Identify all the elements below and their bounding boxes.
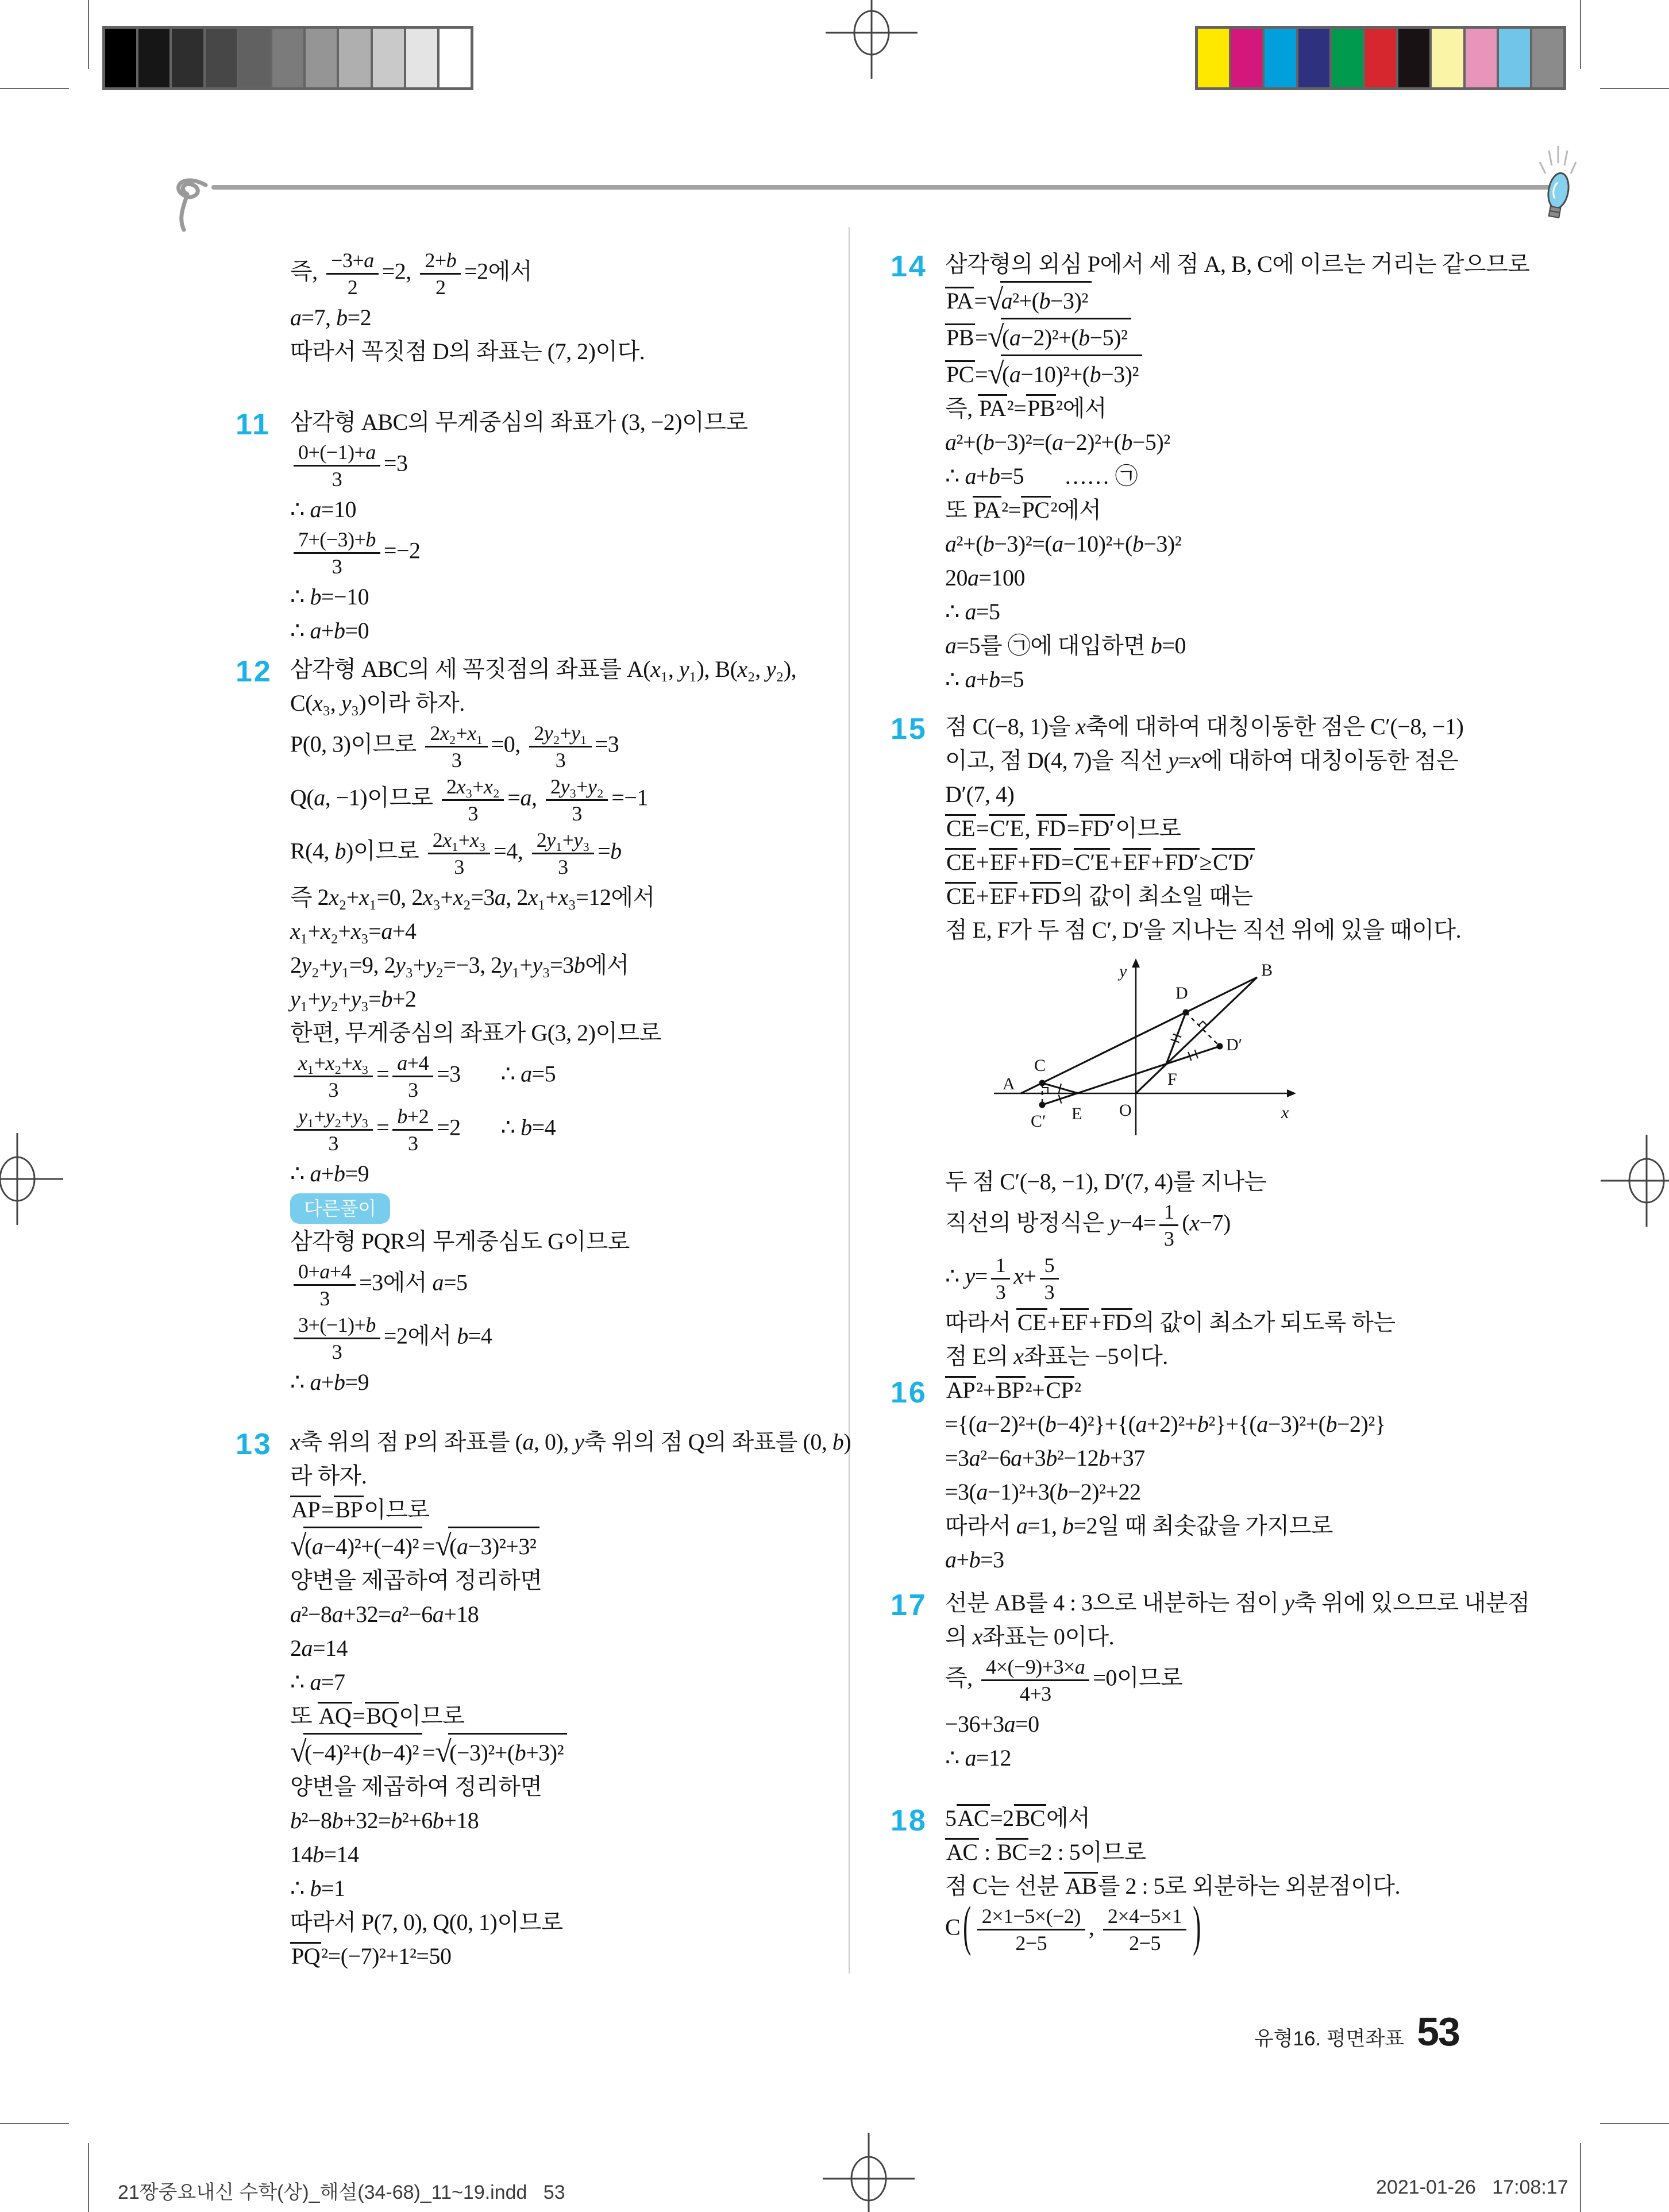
problem-number: 14	[891, 250, 927, 283]
solution-line: a+b=3	[945, 1547, 1004, 1573]
problem-block-14	[891, 247, 1530, 696]
solution-line: x축 위의 점 P의 좌표를 (a, 0), y축 위의 점 Q의 좌표를 (0, b)	[290, 1429, 851, 1455]
segment-overline: CP	[1046, 1377, 1074, 1403]
calibration-swatch	[440, 29, 471, 87]
segment-overline: AP	[291, 1497, 321, 1523]
solution-line: 점 C는 선분 AB를 2 : 5로 외분하는 외분점이다.	[945, 1873, 1400, 1899]
header-rule	[211, 185, 1550, 190]
problem-block-18	[891, 1801, 1514, 1957]
fraction: $\frac{1}{3}$	[991, 1253, 1011, 1304]
origin-label: O	[1119, 1101, 1132, 1120]
registration-mark-icon	[826, 0, 918, 79]
crop-mark	[1580, 2143, 1581, 2212]
solution-line: 라 하자.	[290, 1463, 367, 1489]
problem-number: 15	[891, 712, 927, 746]
registration-mark-icon	[823, 2133, 915, 2212]
point-label-A: A	[1003, 1074, 1015, 1093]
solution-line: =3(a−1)²+3(b−2)²+22	[945, 1479, 1141, 1505]
segment-overline: PC	[946, 361, 974, 387]
segment-overline: EF	[1123, 849, 1150, 875]
square-root: √(a−10)²+(b−3)²	[988, 354, 1142, 391]
solution-line: D′(7, 4)	[945, 781, 1015, 807]
solution-line: 점 C(−8, 1)을 x축에 대하여 대칭이동한 점은 C′(−8, −1)	[945, 714, 1464, 739]
solution-line: 이고, 점 D(4, 7)을 직선 y=x에 대하여 대칭이동한 점은	[945, 747, 1459, 773]
solution-line: $\frac{0+(-1)+a}{3}$ =3	[290, 439, 859, 492]
solution-line: 직선의 방정식은 y−4= $\frac{1}{3}$ (x−7)	[945, 1200, 1231, 1250]
solution-line: PB=√(a−2)²+(b−5)²	[945, 318, 1514, 354]
coordinate-diagram	[971, 951, 1327, 1161]
solution-line: 선분 AB를 4 : 3으로 내분하는 점이 y축 위에 있으므로 내분점	[945, 1590, 1530, 1616]
solution-line: 점 E, F가 두 점 C′, D′을 지나는 직선 위에 있을 때이다.	[945, 917, 1462, 943]
solution-line: $\frac{0+a+4}{3}$ =3에서 a=5	[290, 1258, 859, 1312]
segment-overline: FD′	[1165, 849, 1198, 875]
problem-block-13	[236, 1425, 859, 1973]
fraction: $\frac{1}{3}$	[1159, 1200, 1179, 1251]
solution-line: P(0, 3)이므로 $\frac{\text{2x₂+x₁}}{3}$ =0, $\frac{\text{2y₂+y₁}}{3}$ =3	[290, 722, 619, 772]
segment-overline: CE	[946, 815, 976, 841]
segment-overline: AP	[946, 1377, 976, 1403]
problem-block-17	[891, 1586, 1530, 1775]
problem-number: 16	[891, 1376, 927, 1409]
fraction: $\frac{3+(-1)+b}{3}$	[294, 1313, 380, 1364]
crop-mark	[88, 2143, 89, 2212]
segment-overline: BQ	[366, 1703, 398, 1729]
solution-line: ∴ a=7	[290, 1669, 345, 1695]
point-label-D: D	[1175, 984, 1188, 1003]
square-root: √(a−3)²+3²	[435, 1527, 539, 1563]
footer-filename: 21짱중요내신 수학(상)_해설(34-68)_11~19.indd 53	[118, 2182, 565, 2203]
fraction: $\frac{b+2}{3}$	[392, 1104, 433, 1155]
segment-overline: CE	[946, 849, 976, 875]
registration-mark-icon	[0, 1133, 63, 1225]
problem-number: 17	[891, 1589, 927, 1622]
calibration-swatch	[1365, 29, 1396, 87]
segment-overline: BP	[996, 1377, 1024, 1403]
fraction: $\frac{\text{x₁+x₂+x₃}}{3}$	[294, 1051, 373, 1102]
solution-line: 삼각형 ABC의 무게중심의 좌표가 (3, −2)이므로	[290, 409, 748, 435]
calibration-swatch	[373, 29, 404, 87]
alt-solution-badge: 다른풀이	[290, 1193, 390, 1224]
calibration-swatch	[1231, 29, 1262, 87]
solution-line: a=7, b=2	[290, 305, 372, 330]
solution-line: ∴ a=5	[945, 599, 1000, 625]
segment-overline: AC	[946, 1839, 978, 1865]
segment-overline: BC	[997, 1839, 1027, 1865]
solution-line: ∴ a=10	[290, 496, 357, 522]
solution-line: 즉 2x₂+x₁=0, 2x₃+x₂=3a, 2x₁+x₃=12에서	[290, 884, 655, 910]
crop-mark	[1600, 2123, 1669, 2124]
calibration-swatch	[1398, 29, 1429, 87]
point-label-B: B	[1261, 961, 1273, 980]
fraction: $\frac{\text{2y₃+y₂}}{3}$	[546, 774, 608, 826]
y-axis-label: y	[1119, 962, 1127, 981]
solution-line: CE=C′E, FD=FD′이므로	[946, 815, 1181, 841]
lightbulb-icon	[1522, 138, 1591, 224]
solution-line: a²+(b−3)²=(a−10)²+(b−3)²	[945, 531, 1182, 557]
segment-overline: C′E	[1075, 849, 1109, 875]
crop-mark	[1600, 88, 1669, 89]
solution-line: a=5를 ㉠에 대입하면 b=0	[945, 633, 1186, 658]
segment-overline: PC	[1022, 497, 1050, 523]
solution-line: PA=√a²+(b−3)²	[945, 281, 1514, 318]
calibration-swatch	[239, 29, 270, 87]
right-angle-mark	[1042, 1088, 1048, 1093]
calibration-swatch	[1432, 29, 1463, 87]
segment-overline: PA	[979, 395, 1006, 421]
solution-line: C ( $\frac{2\times 1-5\times(-2)}{2-5}$ , $\frac{2\times 4-5\times 1}{2-5}$ )	[945, 1897, 1201, 1957]
solution-line: −36+3a=0	[945, 1711, 1039, 1737]
x-axis-label: x	[1281, 1103, 1289, 1122]
diagram-lines	[1021, 977, 1257, 1105]
segment-overline: AQ	[318, 1703, 352, 1729]
page-footer-tab	[1184, 2009, 1459, 2055]
calibration-swatch	[306, 29, 337, 87]
calibration-swatch	[172, 29, 203, 87]
calibration-swatch	[1332, 29, 1363, 87]
solution-line: 즉, $\frac{4\times(-9)+3\times a}{4+3}$ =0이므로	[945, 1655, 1183, 1705]
page-number: 53	[1417, 2009, 1459, 2054]
solution-line: ∴ a+b=0	[290, 618, 369, 643]
calibration-swatch	[1532, 29, 1563, 87]
square-root: √a²+(b−3)²	[987, 281, 1092, 318]
solution-line: AP=BP이므로	[291, 1497, 430, 1523]
calibration-swatch	[105, 29, 136, 87]
section-label: 유형16. 평면좌표	[1254, 2028, 1405, 2050]
solution-line: ∴ a+b=5	[945, 666, 1024, 692]
segment-overline: C′D′	[1213, 849, 1254, 875]
segment-overline: AC	[957, 1805, 989, 1831]
solution-line: 따라서 꼭짓점 D의 좌표는 (7, 2)이다.	[290, 338, 645, 364]
calibration-swatch	[1198, 29, 1229, 87]
calibration-swatch	[339, 29, 370, 87]
crop-mark	[0, 88, 69, 89]
y-axis-arrow	[1132, 958, 1140, 968]
solution-line	[290, 1190, 859, 1224]
ribbon-curl-icon	[170, 162, 222, 237]
fraction: $\frac{2+b}{2}$	[420, 248, 461, 299]
crop-mark	[0, 2123, 69, 2124]
solution-line: 즉, $\frac{-3+a}{2}$ =2, $\frac{2+b}{2}$ =2에서	[290, 249, 532, 299]
segment-overline: FD	[1102, 1309, 1131, 1335]
point-label-D-prime: D′	[1226, 1035, 1243, 1054]
problem-block	[290, 247, 859, 368]
fraction: $\frac{0+a+4}{3}$	[294, 1259, 356, 1311]
solution-line: ∴ b=−10	[290, 584, 369, 610]
solution-line: 따라서 a=1, b=2일 때 최솟값을 가지므로	[945, 1513, 1333, 1539]
crop-mark	[1580, 0, 1581, 69]
segment-overline: BC	[1015, 1805, 1045, 1831]
segment-overline: FD	[1031, 883, 1061, 909]
solution-line: ={(a−2)²+(b−4)²}+{(a+2)²+b²}+{(a−3)²+(b−2)²}	[945, 1411, 1386, 1437]
fraction: $\frac{5}{3}$	[1040, 1253, 1059, 1304]
solution-line: b²−8b+32=b²+6b+18	[290, 1808, 479, 1833]
solution-line: 점 E의 x좌표는 −5이다.	[945, 1343, 1168, 1369]
fraction: $\frac{4\times(-9)+3\times a}{4+3}$	[981, 1655, 1089, 1706]
solution-line: y₁+y₂+y₃=b+2	[290, 986, 417, 1012]
solution-line: R(4, b)이므로 $\frac{\text{2x₁+x₃}}{3}$ =4, $\frac{\text{2y₁+y₃}}{3}$ =b	[290, 828, 622, 878]
solution-line: 즉, PA²=PB²에서	[945, 395, 1107, 421]
segment-overline: FD	[1031, 849, 1061, 875]
segment-overline: PA	[973, 497, 1001, 523]
solution-line: a²−8a+32=a²−6a+18	[290, 1601, 479, 1627]
solution-line: $\frac{\text{y₁+y₂+y₃}}{3}$ = $\frac{b+2}{3}$ =2 ∴ b=4	[290, 1103, 859, 1157]
fraction: $\frac{\text{2x₁+x₃}}{3}$	[428, 828, 490, 879]
point-label-F: F	[1167, 1070, 1177, 1089]
fraction: $\frac{-3+a}{2}$	[326, 248, 379, 299]
solution-line: 2y₂+y₁=9, 2y₃+y₂=−3, 2y₁+y₃=3b에서	[290, 952, 629, 978]
calibration-swatch	[206, 29, 237, 87]
axes	[994, 964, 1290, 1135]
solution-line: 또 AQ=BQ이므로	[290, 1703, 465, 1729]
solution-line: a²+(b−3)²=(a−2)²+(b−5)²	[945, 429, 1170, 455]
calibration-swatch	[138, 29, 169, 87]
solution-line: 두 점 C′(−8, −1), D′(7, 4)를 지나는	[945, 1169, 1266, 1194]
solution-line: ∴ a=12	[945, 1745, 1012, 1771]
problem-number: 11	[236, 408, 271, 441]
solution-line: √(a−4)²+(−4)² =√(a−3)²+3²	[290, 1527, 859, 1563]
solution-line: AP²+BP²+CP²	[946, 1377, 1081, 1403]
solution-line: $\frac{3+(-1)+b}{3}$ =2에서 b=4	[290, 1312, 859, 1365]
solution-line: C(x₃, y₃)이라 하자.	[290, 690, 465, 716]
solution-line: CE+EF+FD=C′E+EF+FD′≥C′D′	[946, 849, 1254, 875]
calibration-swatch	[1265, 29, 1296, 87]
solution-line: 2a=14	[290, 1635, 348, 1661]
calibration-swatch	[1298, 29, 1329, 87]
solution-line: AC : BC=2 : 5이므로	[946, 1839, 1146, 1865]
solution-line: PQ²=(−7)²+1²=50	[291, 1943, 452, 1969]
solution-line: 따라서 CE+EF+FD의 값이 최소가 되도록 하는	[945, 1309, 1396, 1335]
solution-line: =3a²−6a+3b²−12b+37	[945, 1445, 1145, 1471]
segment-overline: EF	[1061, 1309, 1088, 1335]
grayscale-calibration-bar	[102, 26, 473, 90]
point-label-C-prime: C′	[1031, 1112, 1046, 1131]
problem-block-15	[891, 710, 1514, 1373]
footer-datetime: 2021-01-26 17:08:17	[1376, 2176, 1568, 2198]
solution-line: $\frac{7+(-3)+b}{3}$ =−2	[290, 526, 859, 580]
fraction: $\frac{\text{2y₂+y₁}}{3}$	[529, 721, 591, 772]
fraction: $\frac{\text{2x₃+x₂}}{3}$	[442, 774, 504, 826]
fraction: $\frac{\text{y₁+y₂+y₃}}{3}$	[294, 1104, 373, 1155]
registration-mark-icon	[1601, 1135, 1669, 1227]
segment-overline: EF	[990, 883, 1016, 909]
square-root: √(−3)²+(b+3)²	[435, 1733, 567, 1770]
segment-overline: BP	[335, 1497, 363, 1523]
problem-number: 18	[891, 1804, 927, 1837]
point-label-C: C	[1034, 1056, 1046, 1075]
segment-overline: AB	[1065, 1873, 1097, 1899]
solution-line: CE+EF+FD의 값이 최소일 때는	[946, 883, 1253, 909]
calibration-swatch	[272, 29, 303, 87]
solution-line: 양변을 제곱하여 정리하면	[290, 1774, 542, 1799]
problem-number: 12	[236, 655, 272, 688]
solution-line: 14b=14	[290, 1841, 359, 1867]
fraction: $\frac{7+(-3)+b}{3}$	[294, 527, 380, 579]
solution-line: 삼각형 PQR의 무게중심도 G이므로	[290, 1228, 630, 1254]
solution-line: ∴ a+b=9	[290, 1369, 369, 1395]
segment-overline: CE	[1017, 1309, 1047, 1335]
fraction: $\frac{2\times 4-5\times 1}{2-5}$	[1103, 1904, 1186, 1955]
solution-line: 5AC=2BC에서	[945, 1805, 1090, 1831]
solution-line: ∴ y= $\frac{1}{3}$ x+ $\frac{5}{3}$	[945, 1252, 1514, 1305]
fraction: $\frac{2\times 1-5\times(-2)}{2-5}$	[977, 1904, 1085, 1955]
problem-block-11	[236, 405, 859, 648]
problem-block-12	[236, 652, 859, 1399]
calibration-swatch	[1466, 29, 1497, 87]
fraction: $\frac{0+(-1)+a}{3}$	[294, 440, 380, 491]
segment-overline: PQ	[291, 1943, 321, 1969]
solution-line: ∴ a+b=9	[290, 1161, 369, 1186]
color-calibration-bar	[1195, 26, 1566, 90]
solution-line: 한편, 무게중심의 좌표가 G(3, 2)이므로	[290, 1020, 661, 1046]
right-angle-mark	[1198, 1022, 1207, 1026]
segment-overline: FD′	[1080, 815, 1115, 841]
segment-overline: C′E	[990, 815, 1024, 841]
square-root: √(a−4)²+(−4)²	[290, 1527, 422, 1563]
segment-overline: EF	[990, 849, 1016, 875]
solution-line: x₁+x₂+x₃=a+4	[290, 918, 417, 944]
segment-overline: PA	[946, 288, 973, 314]
solution-line: 20a=100	[945, 565, 1026, 591]
solution-line: 또 PA²=PC²에서	[945, 497, 1101, 523]
solution-line: 양변을 제곱하여 정리하면	[290, 1567, 542, 1593]
square-root: √(−4)²+(b−4)²	[290, 1733, 422, 1770]
crop-mark	[88, 0, 89, 69]
solution-line: ∴ a+b=5 …… ㉠	[945, 463, 1138, 489]
segment-overline: PB	[946, 325, 974, 350]
solution-line: ∴ b=1	[290, 1875, 345, 1901]
solution-line: 삼각형 ABC의 세 꼭짓점의 좌표를 A(x₁, y₁), B(x₂, y₂),	[290, 656, 797, 682]
solution-line: 의 x좌표는 0이다.	[945, 1624, 1115, 1650]
problem-number: 13	[236, 1428, 272, 1461]
fraction: $\frac{\text{2y₁+y₃}}{3}$	[532, 828, 594, 879]
calibration-swatch	[406, 29, 437, 87]
solution-line: $\frac{\text{x₁+x₂+x₃}}{3}$ = $\frac{a+4}{3}$ =3 ∴ a=5	[290, 1050, 859, 1103]
fraction: $\frac{\text{2x₂+x₁}}{3}$	[425, 721, 487, 772]
point-label-E: E	[1071, 1104, 1082, 1123]
fraction: $\frac{a+4}{3}$	[392, 1051, 433, 1102]
calibration-swatch	[1499, 29, 1530, 87]
solution-line: Q(a, −1)이므로 $\frac{\text{2x₃+x₂}}{3}$ =a, $\frac{\text{2y₃+y₂}}{3}$ =−1	[290, 775, 648, 825]
segment-overline: FD	[1036, 815, 1066, 841]
segment-overline: CE	[946, 883, 976, 909]
solution-line: √(−4)²+(b−4)² =√(−3)²+(b+3)²	[290, 1733, 859, 1770]
solution-line: PC=√(a−10)²+(b−3)²	[945, 354, 1514, 391]
solution-line: 따라서 P(7, 0), Q(0, 1)이므로	[290, 1909, 563, 1935]
segment-overline: PB	[1027, 395, 1055, 421]
problem-block-16	[891, 1373, 1514, 1577]
square-root: √(a−2)²+(b−5)²	[988, 318, 1131, 354]
x-axis-arrow	[1287, 1089, 1296, 1097]
solution-line: 삼각형의 외심 P에서 세 점 A, B, C에 이르는 거리는 같으므로	[945, 251, 1530, 277]
